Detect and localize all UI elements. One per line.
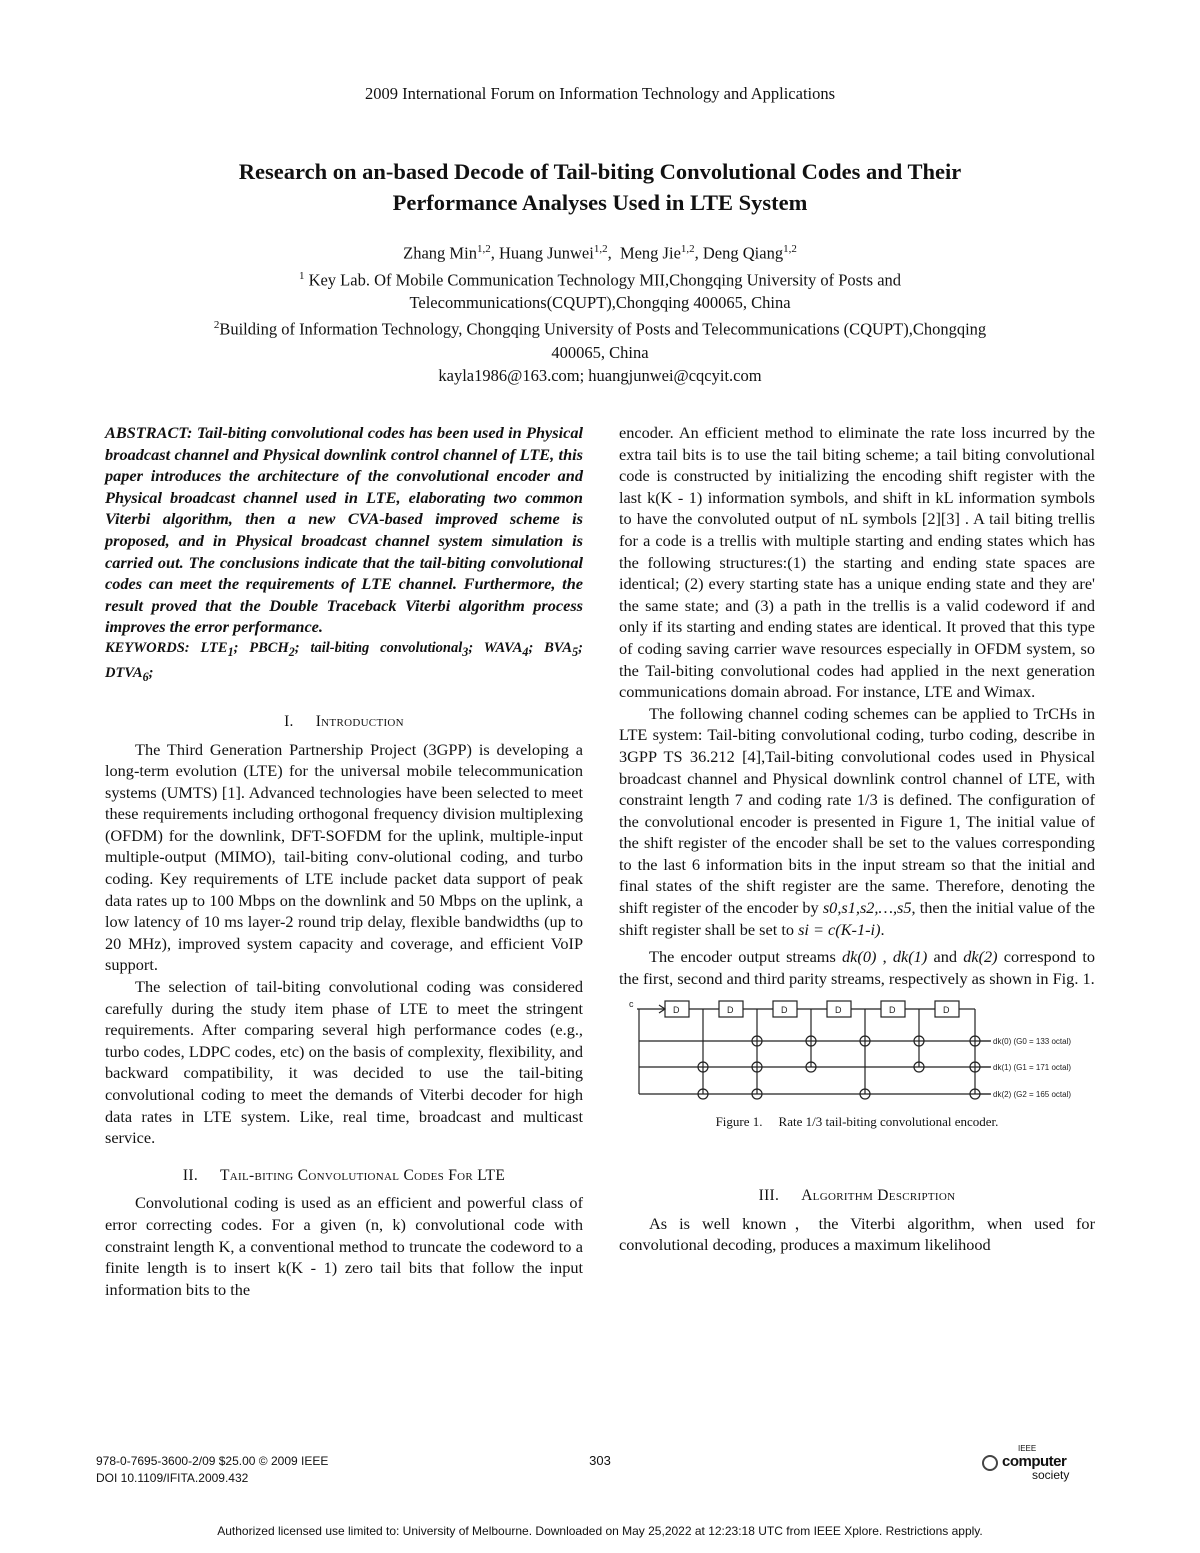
encoder-diagram xyxy=(619,999,1099,1109)
affiliation-2-cont: 400065, China xyxy=(551,342,649,362)
keywords: KEYWORDS: $LTE_1$; $PBCH_2$; tail-biting convolutional$_3$; $WAVA_4$; $BVA_5$; $DTVA_6$; xyxy=(105,639,583,685)
delay-label-4: D xyxy=(835,1005,842,1016)
paper-title xyxy=(130,156,1070,218)
figure-1-caption: Figure 1. Rate 1/3 tail-biting convolutional encoder. xyxy=(715,1114,999,1130)
affiliation-2: $^2$Building of Information Technology, Chongqing University of Posts and Telecommunications (CQUPT),Chongqing xyxy=(213,319,987,339)
section-3-heading: III. Algorithm Description xyxy=(758,1187,956,1205)
author-2: Huang Junwei xyxy=(498,243,594,263)
intro-paragraph-2: The selection of tail-biting convolutional coding was considered carefully during the study item phase of LTE to meet the stringent requirements. After comparing several high performance codes (e.g., turbo codes, LDPC codes, etc) on the basis of complexity, flexibility, and backward compatibility, it was decided to use the tail-biting convolutional coding to meet the demands of Viterbi decoder for high data rates in LTE system. Like, real time, broadcast and multicast service. xyxy=(105,977,583,1148)
figure-1 xyxy=(619,999,1095,1133)
author-block xyxy=(100,238,1100,387)
right-column xyxy=(619,422,1095,1256)
intro-paragraph-1: The Third Generation Partnership Project (3GPP) is developing a long-term evolution (LTE) for the universal mobile telecommunication systems (UMTS) [1]. Advanced technologies have been selected to meet these requirements including orthogonal frequency division multiplexing (OFDM) for the downlink, DFT-SOFDM for the uplink, multiple-input multiple-output (MIMO), tail-biting conv-olutional coding, and turbo coding. Key requirements of LTE include packet data support of peak data rates up to 100 Mbps on the downlink and 50 Mbps on the uplink, a low latency of 10 ms layer-2 round trip delay, flexible bandwidths (up to 20 MHz), improved system capacity and coverage, and efficient VoIP support. xyxy=(105,739,583,975)
input-label: c xyxy=(629,999,634,1010)
author-1: Zhang Min xyxy=(403,243,477,263)
delay-label-3: D xyxy=(781,1005,788,1016)
author-emails: kayla1986@163.com; huangjunwei@cqcyit.com xyxy=(438,365,762,385)
footer-isbn: 978-0-7695-3600-2/09 $25.00 © 2009 IEEE xyxy=(96,1454,329,1468)
title-line-1: Research on an-based Decode of Tail-biting Convolutional Codes and Their xyxy=(238,159,962,184)
output-label-0: dk(0) (G0 = 133 octal) xyxy=(993,1037,1072,1047)
license-notice: Authorized licensed use limited to: University of Melbourne. Downloaded on May 25,2022 at 12:23:18 UTC from IEEE Xplore. Restrictions apply. xyxy=(217,1524,983,1538)
delay-label-2: D xyxy=(727,1005,734,1016)
abstract: ABSTRACT: Tail-biting convolutional codes has been used in Physical broadcast channel and Physical downlink control channel of LTE, this paper introduces the architecture of the convolutional encoder and Physical broadcast channel used in LTE, elaborating two common Viterbi algorithm, then a new CVA-based improved scheme is proposed, and in Physical broadcast channel system simulation is carried out. The conclusions indicate that the tail-biting convolutional codes can meet the requirements of LTE channel. Furthermore, the result proved that the Double Traceback Viterbi algorithm process improves the error performance. xyxy=(105,423,583,637)
author-4: Deng Qiang xyxy=(702,243,784,263)
section-2-paragraph-1: Convolutional coding is used as an efficient and powerful class of error correcting codes. For a given (n, k) convolutional code with constraint length K, a conventional method to truncate the codeword to a finite length is to insert k(K - 1) zero tail bits that follow the input information bits to the xyxy=(105,1193,583,1299)
section-2-heading: II. Tail-biting Convolutional Codes For LTE xyxy=(182,1166,506,1184)
author-names: Zhang Min$^{1,2}$, Huang Junwei$^{1,2}$, Meng Jie$^{1,2}$, Deng Qiang$^{1,2}$ xyxy=(403,243,797,263)
section-2-paragraph-3: The encoder output streams dk(0) , dk(1) and dk(2) correspond to the first, second and third parity streams, respectively as shown in Fig. 1. xyxy=(619,947,1095,988)
section-1-heading: I. Introduction xyxy=(284,712,404,730)
section-2-paragraph-1-cont: encoder. An efficient method to eliminate the rate loss incurred by the extra tail bits is to use the tail biting scheme; a tail biting convolutional code is constructed by initializing the encoding shift register with the last k(K - 1) information symbols, and shift in kL information symbols to have the convoluted output of nL symbols [2][3] . A tail biting trellis for a code is a trellis with multiple starting and ending states which has the following structures:(1) the starting and ending state spaces are identical; (2) every starting state has a unique ending state and they are' the same state; and (3) a path in the trellis is a valid codeword if and only if its starting and ending states are identical. It proved that this type of coding saving carrier wave resources especially in OFDM system, so the Tail-biting convolutional codes had applied in the next generation communications domain abroad. For instance, LTE and Wimax. xyxy=(619,423,1095,702)
delay-label-6: D xyxy=(943,1005,950,1016)
section-3-paragraph-1: As is well known，the Viterbi algorithm, when used for convolutional decoding, produces a maximum likelihood xyxy=(619,1213,1095,1255)
logo-mark-icon xyxy=(982,1455,998,1471)
output-label-1: dk(1) (G1 = 171 octal) xyxy=(993,1063,1072,1073)
footer-doi: DOI 10.1109/IFITA.2009.432 xyxy=(96,1471,249,1485)
page-number: 303 xyxy=(589,1453,611,1468)
ieee-computer-society-logo: IEEE computer society xyxy=(978,1444,1088,1484)
author-3: Meng Jie xyxy=(619,243,681,263)
conference-header: 2009 International Forum on Information Technology and Applications xyxy=(364,84,836,103)
section-2-paragraph-2: The following channel coding schemes can be applied to TrCHs in LTE system: Tail-biting convolutional coding, turbo coding, describe in 3GPP TS 36.212 [4],Tail-biting convolutional codes used in Physical broadcast channel and Physical downlink control channel of LTE, with constraint length 7 and coding rate 1/3 is defined. The configuration of the convolutional encoder is presented in Figure 1, The initial value of the shift register of the encoder shall be set to the values corresponding to the last 6 information bits in the input stream so that the initial and final states of the shift register are the same. Therefore, denoting the shift register of the encoder by s0,s1,s2,…,s5, then the initial value of the shift register shall be set to si = c(K-1-i). xyxy=(619,703,1096,939)
output-label-2: dk(2) (G2 = 165 octal) xyxy=(993,1090,1072,1100)
affiliation-1-cont: Telecommunications(CQUPT),Chongqing 400065, China xyxy=(409,293,791,312)
delay-label-1: D xyxy=(673,1005,680,1016)
affiliation-1: $^1$ Key Lab. Of Mobile Communication Technology MII,Chongqing University of Posts and xyxy=(298,269,902,289)
delay-label-5: D xyxy=(889,1005,896,1016)
title-line-2: Performance Analyses Used in LTE System xyxy=(392,190,808,215)
left-column xyxy=(105,422,583,1300)
